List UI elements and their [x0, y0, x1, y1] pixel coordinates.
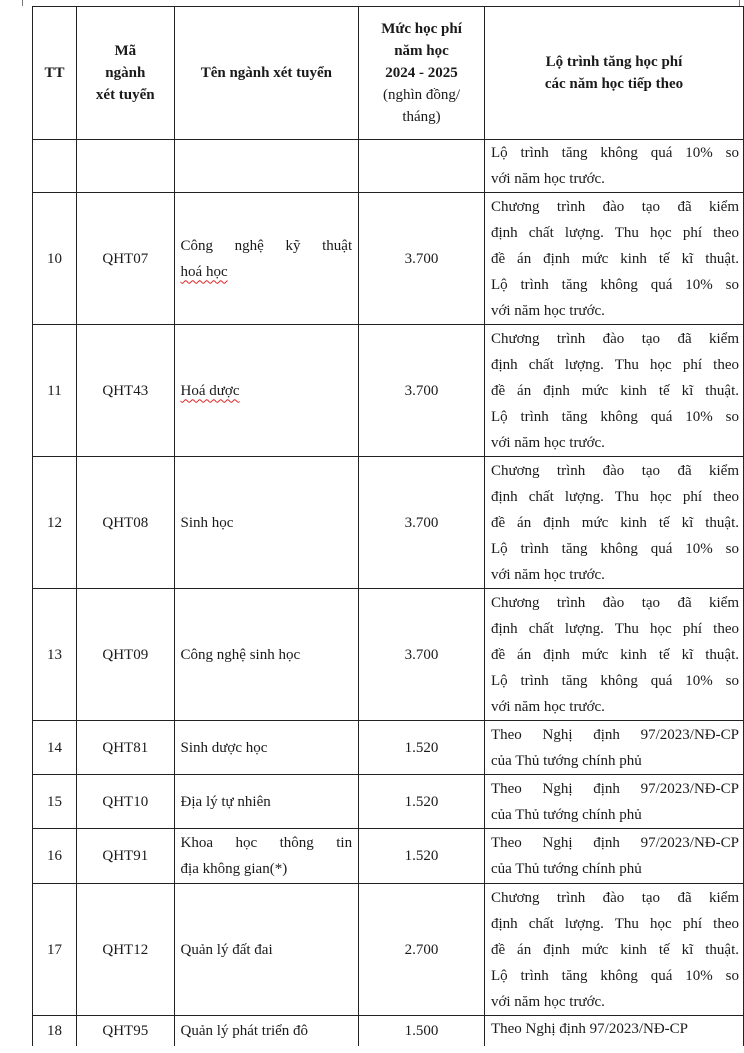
row-code: QHT43 — [77, 325, 175, 457]
row-tt: 12 — [33, 457, 77, 589]
row-code: QHT95 — [77, 1016, 175, 1046]
header-lo-trinh: Lộ trình tăng học phí các năm học tiếp theo — [484, 7, 743, 140]
row-name — [174, 721, 359, 775]
row-tt: 16 — [33, 829, 77, 884]
row-name — [174, 457, 359, 589]
table-body — [33, 140, 744, 1046]
row-name — [174, 884, 359, 1016]
table-row — [33, 140, 744, 193]
row-note-line: với năm học trước. — [490, 171, 605, 187]
row-note-line: định chất lượng. Thu học phí theo — [490, 620, 739, 637]
row-note-line: đề án định mức kinh tế kĩ thuật. — [490, 382, 739, 399]
table-row — [33, 325, 744, 457]
row-name-line: Sinh học — [180, 514, 234, 531]
row-note-line: với năm học trước. — [490, 698, 605, 715]
row-note-line: đề án định mức kinh tế kĩ thuật. — [490, 250, 739, 267]
row-note-line: Chương trình đào tạo đã kiểm — [490, 198, 739, 215]
row-name — [174, 325, 359, 457]
row-name — [174, 140, 359, 193]
row-fee — [359, 140, 485, 193]
row-note — [484, 829, 743, 884]
row-note-line: Theo Nghị định 97/2023/NĐ-CP — [490, 780, 739, 797]
row-code: QHT81 — [77, 721, 175, 775]
row-note — [484, 193, 743, 325]
row-name — [174, 589, 359, 721]
row-tt: 11 — [33, 325, 77, 457]
row-note-line: với năm học trước. — [490, 993, 605, 1010]
row-tt: 15 — [33, 775, 77, 829]
row-note-line: đề án định mức kinh tế kĩ thuật. — [490, 646, 739, 663]
row-note — [484, 775, 743, 829]
row-name — [174, 1016, 359, 1046]
row-note-line: Theo Nghị định 97/2023/NĐ-CP — [490, 835, 739, 851]
row-fee: 3.700 — [359, 193, 485, 325]
row-note — [484, 325, 743, 457]
row-note-line: định chất lượng. Thu học phí theo — [490, 915, 739, 932]
table-row — [33, 457, 744, 589]
row-name — [174, 829, 359, 884]
row-name-line: Quản lý đất đai — [180, 941, 273, 958]
row-note-line: của Thủ tướng chính phủ — [490, 861, 642, 877]
row-fee: 1.520 — [359, 829, 485, 884]
row-note-line: đề án định mức kinh tế kĩ thuật. — [490, 941, 739, 958]
row-tt — [33, 140, 77, 193]
tuition-table — [32, 6, 744, 1046]
row-note-line: của Thủ tướng chính phủ — [490, 752, 642, 769]
header-tt: TT — [33, 7, 77, 140]
header-ten-nganh: Tên ngành xét tuyển — [174, 7, 359, 140]
row-code: QHT09 — [77, 589, 175, 721]
row-note — [484, 457, 743, 589]
table-row — [33, 721, 744, 775]
row-fee: 2.700 — [359, 884, 485, 1016]
row-fee: 3.700 — [359, 325, 485, 457]
row-note-line: Lộ trình tăng không quá 10% so — [490, 276, 739, 293]
row-tt: 17 — [33, 884, 77, 1016]
row-note-line: định chất lượng. Thu học phí theo — [490, 488, 739, 505]
table-row — [33, 829, 744, 884]
row-note — [484, 1016, 743, 1046]
row-code: QHT12 — [77, 884, 175, 1016]
row-note-line: Chương trình đào tạo đã kiểm — [490, 889, 739, 906]
row-tt: 14 — [33, 721, 77, 775]
row-note-line: Theo Nghị định 97/2023/NĐ-CP — [490, 726, 739, 743]
row-name-line: Quản lý phát triển đô — [180, 1022, 309, 1039]
table-row — [33, 1016, 744, 1046]
row-note-line: với năm học trước. — [490, 566, 605, 583]
row-note — [484, 884, 743, 1016]
row-note-line: Chương trình đào tạo đã kiểm — [490, 594, 739, 611]
row-code: QHT07 — [77, 193, 175, 325]
header-ma-nganh: Mã ngành xét tuyển — [77, 7, 175, 140]
row-code — [77, 140, 175, 193]
row-fee: 1.520 — [359, 721, 485, 775]
table-row — [33, 193, 744, 325]
row-fee: 1.500 — [359, 1016, 485, 1046]
row-name-line: Sinh dược học — [180, 739, 268, 756]
row-code: QHT10 — [77, 775, 175, 829]
row-name-line: Khoa học thông tin — [180, 835, 353, 851]
row-note-line: với năm học trước. — [490, 302, 605, 319]
row-code: QHT91 — [77, 829, 175, 884]
header-row — [33, 7, 744, 140]
row-code: QHT08 — [77, 457, 175, 589]
row-note-line: Theo Nghị định 97/2023/NĐ-CP — [490, 1021, 689, 1037]
row-note-line: Lộ trình tăng không quá 10% so — [490, 540, 739, 557]
row-note — [484, 589, 743, 721]
row-note-line: định chất lượng. Thu học phí theo — [490, 224, 739, 241]
table-row — [33, 589, 744, 721]
table-row — [33, 775, 744, 829]
row-name-line: Hoá dược — [180, 382, 240, 399]
row-note — [484, 140, 743, 193]
row-fee: 1.520 — [359, 775, 485, 829]
table-row — [33, 884, 744, 1016]
row-fee: 3.700 — [359, 589, 485, 721]
row-fee: 3.700 — [359, 457, 485, 589]
row-note-line: đề án định mức kinh tế kĩ thuật. — [490, 514, 739, 531]
row-name — [174, 775, 359, 829]
row-note-line: Lộ trình tăng không quá 10% so — [490, 145, 739, 161]
row-name-line: Công nghệ sinh học — [180, 646, 301, 663]
row-name-line: Công nghệ kỹ thuật — [180, 237, 353, 254]
row-note-line: định chất lượng. Thu học phí theo — [490, 356, 739, 373]
row-tt: 13 — [33, 589, 77, 721]
row-tt: 10 — [33, 193, 77, 325]
row-tt: 18 — [33, 1016, 77, 1046]
row-note-line: Lộ trình tăng không quá 10% so — [490, 672, 739, 689]
row-note-line: của Thủ tướng chính phủ — [490, 806, 642, 823]
row-name-line: hoá học — [180, 263, 228, 280]
row-note-line: Lộ trình tăng không quá 10% so — [490, 408, 739, 425]
row-note-line: Chương trình đào tạo đã kiểm — [490, 330, 739, 347]
header-muc-hoc-phi: Mức học phí năm học 2024 - 2025 (nghìn đồng/ tháng) — [359, 7, 485, 140]
row-note — [484, 721, 743, 775]
row-name-line: địa không gian(*) — [180, 861, 288, 877]
row-note-line: với năm học trước. — [490, 434, 605, 451]
row-note-line: Chương trình đào tạo đã kiểm — [490, 462, 739, 479]
row-note-line: Lộ trình tăng không quá 10% so — [490, 967, 739, 984]
row-name-line: Địa lý tự nhiên — [180, 793, 271, 810]
row-name — [174, 193, 359, 325]
